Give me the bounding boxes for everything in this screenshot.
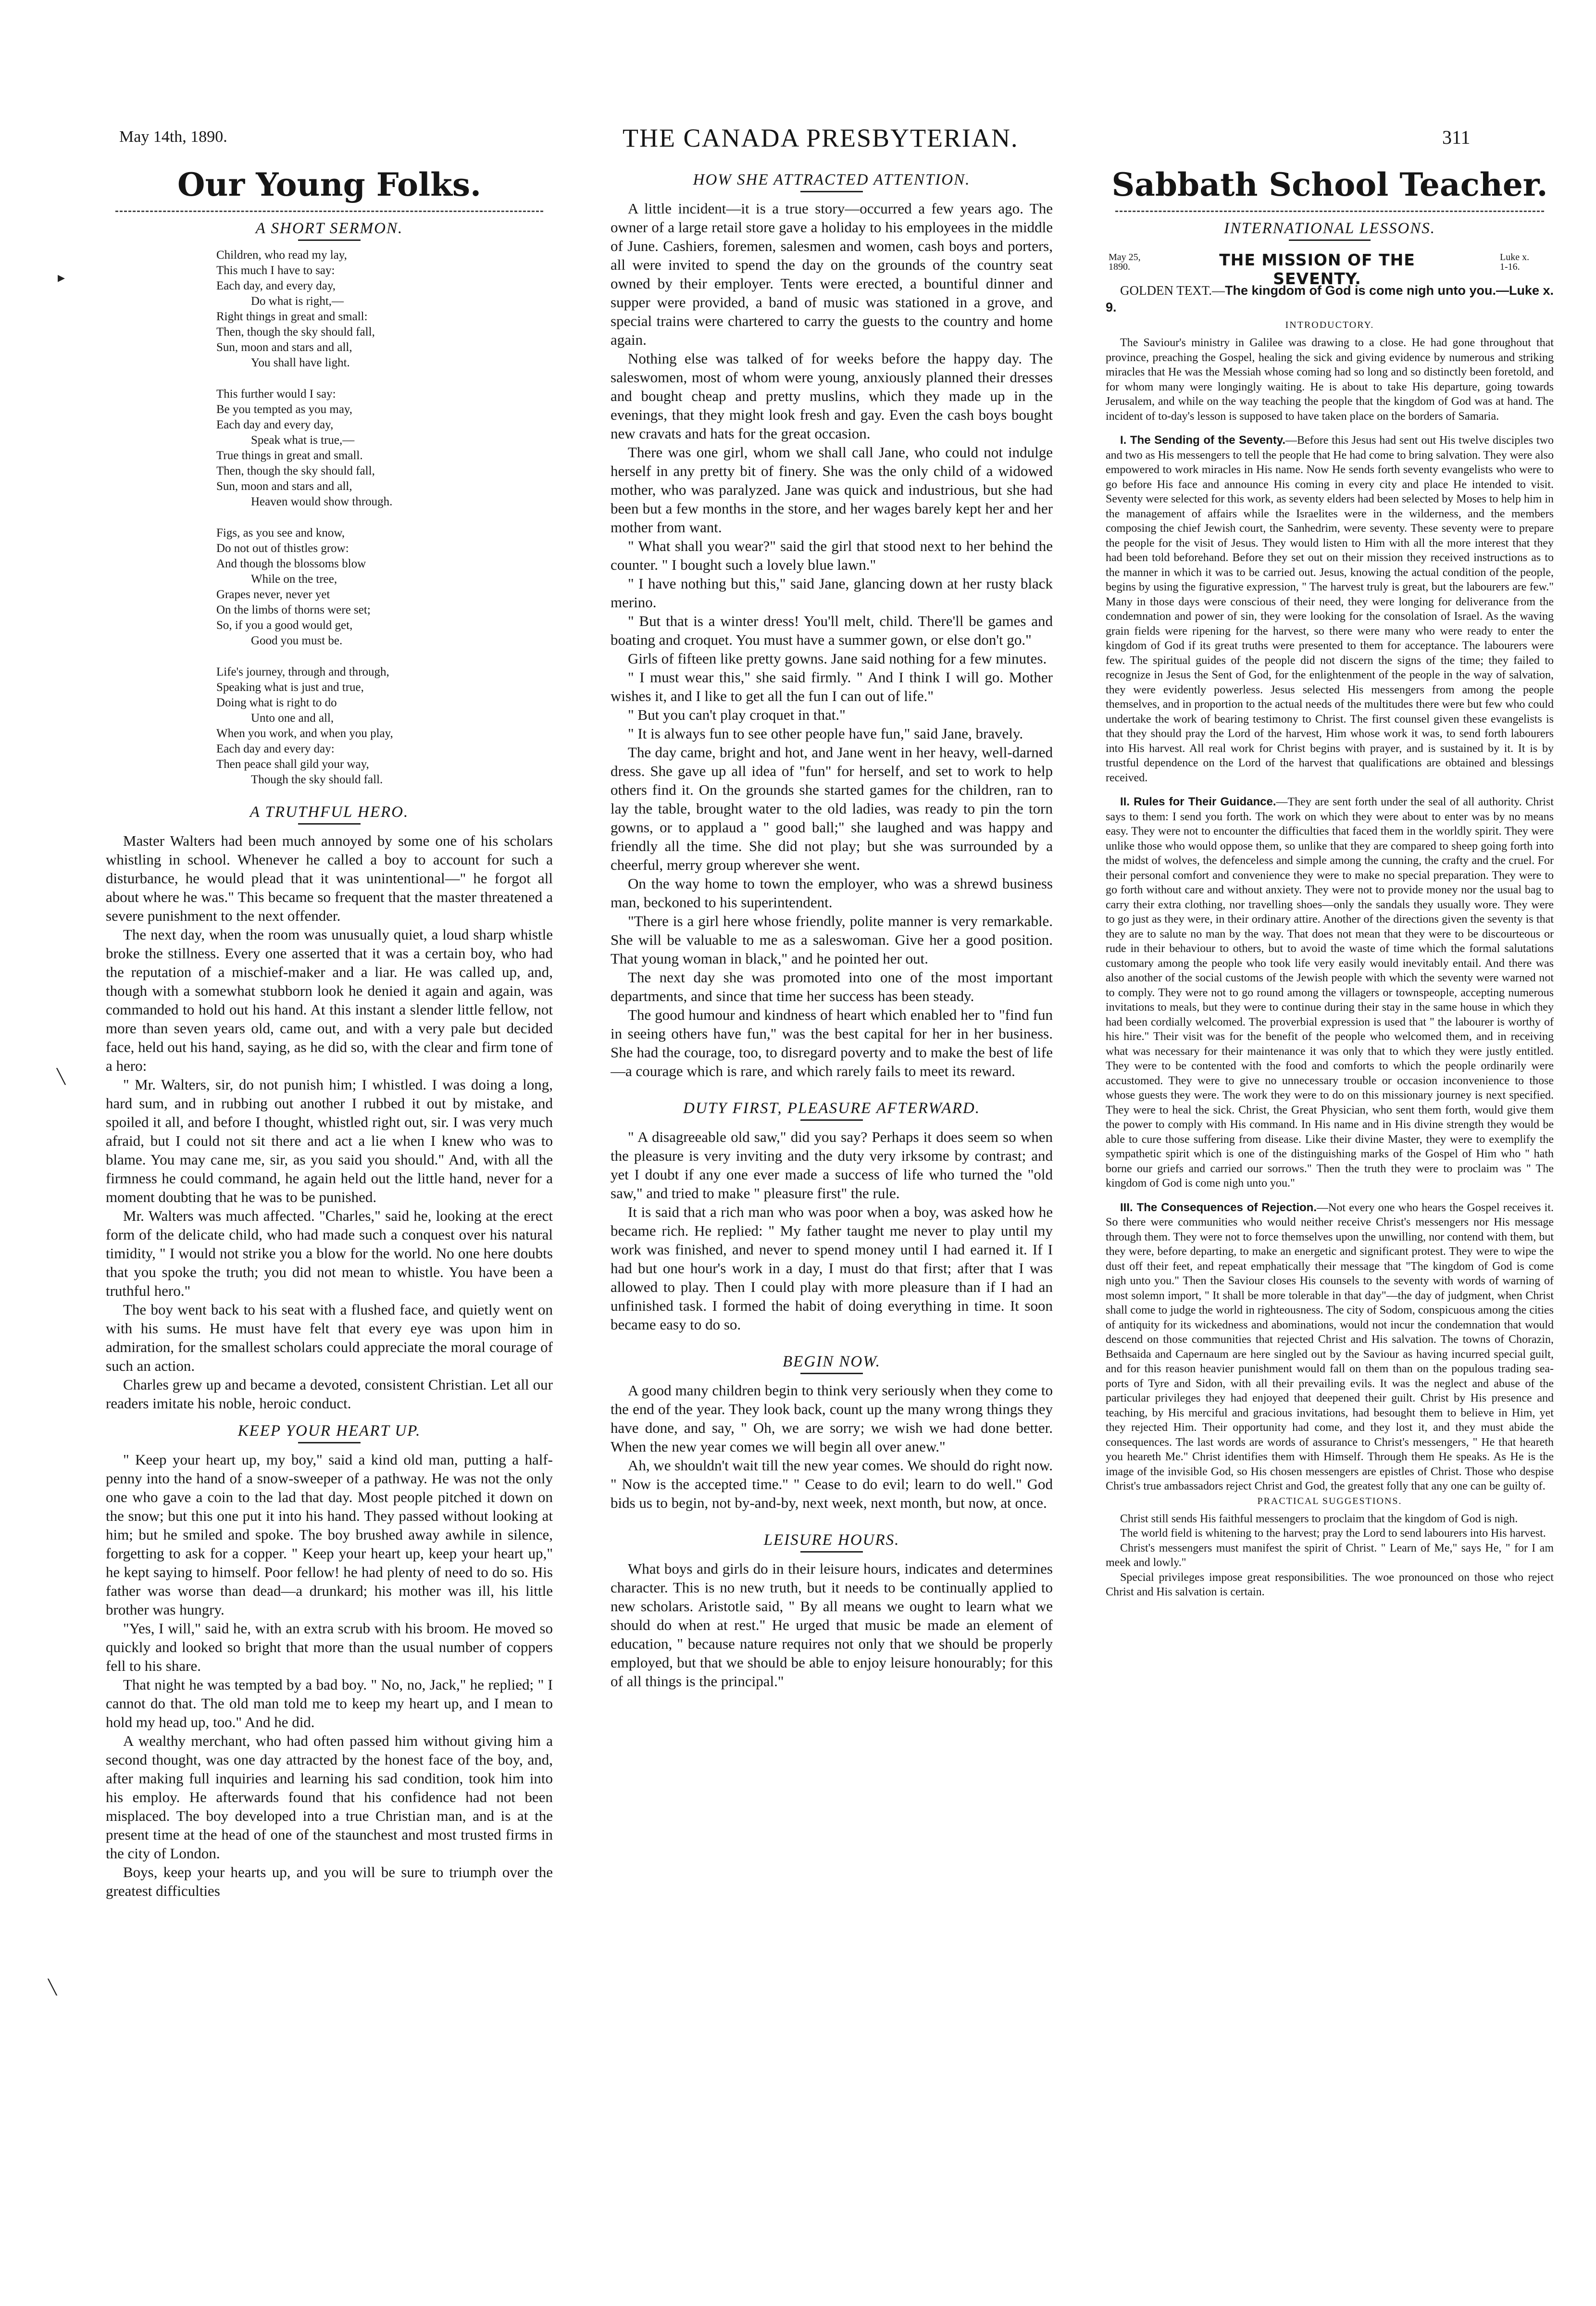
lesson-body bbox=[1106, 336, 1554, 1600]
paragraph: Boys, keep your hearts up, and you will be sure to triumph over the greatest difficulties bbox=[106, 1864, 553, 1899]
lesson-title: THE MISSION OF THE SEVENTY. bbox=[1219, 251, 1415, 288]
poem-line: Figs, as you see and know, bbox=[216, 526, 345, 539]
paragraph: " Mr. Walters, sir, do not punish him; I whistled. I was doing a long, hard sum, and in rubbing out another I rubbed it out by mistake, and spoiled it all, and before I thought, whistled right out, sir. I was very much afraid, but I could not sit there and act a lie when I knew who was to blame. You may cane me, sir, as you said you should." And, with all the firmness he could command, he again held out the little hand, never for a moment doubting that he was to be punished. bbox=[106, 1076, 553, 1205]
paragraph: "There is a girl here whose friendly, polite manner is very remarkable. She will be valuable to me as a saleswoman. Give her a good position. That young woman in black," and he pointed her out. bbox=[611, 913, 1053, 967]
section-title-sabbath-school: Sabbath School Teacher. bbox=[1111, 166, 1548, 203]
poem-line: This further would I say: bbox=[216, 388, 336, 401]
paragraph: There was one girl, whom we shall call Jane, who could not indulge herself in any pretty bit of finery. She was the only child of a widowed mother, who was paralyzed. Jane was quick and industrious, but she had been but a few months in the store, and her wages barely kept her and her mother from want. bbox=[611, 444, 1053, 536]
column-stories bbox=[611, 162, 1053, 2287]
practical-suggestion: Christ's messengers must manifest the spirit of Christ. " Learn of Me," says He, " for I am meek and lowly." bbox=[1106, 1542, 1554, 1569]
page-header bbox=[0, 126, 1596, 155]
golden-text-label: GOLDEN TEXT.— bbox=[1120, 283, 1225, 298]
margin-mark: ╲ bbox=[48, 1979, 57, 1996]
paragraph-introductory: The Saviour's ministry in Galilee was drawing to a close. He had gone throughout that province, preaching the Gospel, healing the sick and giving evidence by numerous and striking miracles that He was the Messiah whose coming had so long and so distinctly been foretold, and for whom many were longingly waiting. He is about to take His departure, going towards Jerusalem, and while on the way teaching the people that the kingdom of God was at hand. The incident of to-day's lesson is supposed to have taken place on the borders of Samaria. bbox=[1106, 337, 1554, 423]
poem-line: Each day and every day, bbox=[216, 418, 334, 431]
divider bbox=[115, 211, 543, 212]
paragraph: " I must wear this," she said firmly. " And I think I will go. Mother wishes it, and I like to get all the fun I can out of life." bbox=[611, 669, 1053, 704]
lesson-date-line: May 25, bbox=[1109, 252, 1141, 263]
spacer bbox=[611, 1080, 1053, 1100]
article-body-duty-first bbox=[611, 1128, 1053, 1334]
poem-line: Then peace shall gild your way, bbox=[216, 758, 369, 771]
poem-line: Grapes never, never yet bbox=[216, 588, 330, 601]
divider bbox=[800, 1373, 863, 1374]
spacer bbox=[106, 1413, 553, 1422]
poem-stanza bbox=[216, 526, 553, 649]
divider bbox=[800, 191, 863, 192]
poem-line: Unto one and all, bbox=[251, 712, 334, 725]
paragraph: That night he was tempted by a bad boy. " No, no, Jack," he replied; " I cannot do that. The old man told me to keep my heart up, and I mean to hold my head up, too." And he did. bbox=[106, 1676, 553, 1730]
article-title-truthful-hero: A TRUTHFUL HERO. bbox=[249, 803, 409, 821]
column-sabbath-school bbox=[1106, 162, 1554, 2287]
paragraph: " But you can't play croquet in that." bbox=[628, 706, 846, 723]
paragraph: A wealthy merchant, who had often passed him without giving him a second thought, was one day attracted by the honest face of the boy, and, after making full inquiries and learning his sad condition, took him into his employ. He afterwards found that his confidence had not been misplaced. The boy developed into a true Christian man, and is at the present time at the head of one of the staunchest and most trusted firms in the city of London. bbox=[106, 1732, 553, 1862]
lesson-ref-line: Luke x. bbox=[1500, 252, 1530, 263]
section-text: —They are sent forth under the seal of all authority. Christ says to them: I send you forth. The work on which they were about to enter was by no means easy. They were not to encounter the difficulties that faced them in the worldly spirit. They were unlike those who would oppose them, so unlike that they are compared to sheep going forth into the midst of wolves, the defenceless and simple among the cunning, the crafty and the cruel. For their personal comfort and convenience they were to make no special preparation. They were to go forth without care and without anxiety. They were not to provide money nor the usual bag to carry their extra clothing, nor travelling shoes—only the sandals they usually wore. They were to go just as they were, in their ordinary attire. Another of the directions given the seventy is that they are to salute no man by the way. That does not mean that they were to be discourteous or rude in their behaviour to others, but to avoid the waste of time which the formal salutations customary among the people who took life very easily would inevitably entail. And there was also another of the social customs of the Jewish people with which the seventy were warned not to comply. They were not to go round among the villagers or townspeople, accepting numerous invitations to meals, but they were to continue during their stay in the same house in which they had been cordially welcomed. The proverbial expression is used that " the labourer is worthy of his hire." Their visit was for the benefit of the people who welcomed them, and in receiving what was necessary for their maintenance it was only that to which they were justly entitled. They were to be contented with the food and comforts to which the people ordinarily were accustomed. They were to give no unnecessary trouble or occasion inconvenience to those whose guests they were. The work they were to do on this missionary journey is next specified. They were to heal the sick. Christ, the Great Physician, who sent them forth, would give them the power to comply with His command. In His name and in His divine strength they would be able to cure those suffering from disease. Like their divine Master, they were to exemplify the sympathetic spirit which is one of the distinguishing marks of the Gospel of Him who " hath borne our griefs and carried our sorrows." Then the truth they were to proclaim was " The kingdom of God is come nigh unto you." bbox=[1106, 796, 1554, 1190]
poem-stanza bbox=[216, 387, 553, 510]
paragraph-consequences bbox=[1106, 1201, 1554, 1494]
practical-label: PRACTICAL SUGGESTIONS. bbox=[1257, 1495, 1402, 1506]
lesson-scripture-ref bbox=[1500, 252, 1529, 272]
paragraph: The boy went back to his seat with a flushed face, and quietly went on with his sums. He must have felt that every eye was upon him in admiration, for the smallest scholars could appreciate the moral courage of such an action. bbox=[106, 1301, 553, 1374]
paragraph: " But that is a winter dress! You'll melt, child. There'll be games and boating and croquet. You must have a summer gown, or else don't go." bbox=[611, 613, 1053, 648]
poem-line: Each day and every day: bbox=[216, 742, 335, 755]
article-body-attracted-attention bbox=[611, 199, 1053, 1080]
poem-line: This much I have to say: bbox=[216, 264, 335, 277]
divider bbox=[298, 239, 361, 241]
divider bbox=[298, 823, 361, 825]
poem-line: While on the tree, bbox=[251, 573, 337, 586]
section-title-young-folks: Our Young Folks. bbox=[177, 166, 481, 203]
article-body-begin-now bbox=[611, 1381, 1053, 1512]
poem-stanza bbox=[216, 248, 553, 371]
poem-line: When you work, and when you play, bbox=[216, 727, 393, 740]
margin-mark: ▸ bbox=[58, 269, 65, 286]
poem-line: Sun, moon and stars and all, bbox=[216, 341, 352, 354]
section-heading: I. The Sending of the Seventy. bbox=[1120, 434, 1286, 447]
poem-line: Do not out of thistles grow: bbox=[216, 542, 349, 555]
paragraph: Girls of fifteen like pretty gowns. Jane said nothing for a few minutes. bbox=[628, 650, 1047, 667]
paragraph: Nothing else was talked of for weeks before the happy day. The saleswomen, most of whom were young, anxiously planned their dresses and bought cheap and pretty muslins, which they made up in the evenings, that they might look fresh and gay. Even the cash boys bought new cravats and hats for the great occasion. bbox=[611, 350, 1053, 442]
lesson-date bbox=[1109, 252, 1141, 272]
poem bbox=[216, 248, 553, 788]
paragraph: " A disagreeable old saw," did you say? Perhaps it does seem so when the pleasure is very inviting and the duty very irksome by contrast; and yet I doubt if any one ever made a success of life who turned the "old saw," and tried to make " pleasure first" the rule. bbox=[611, 1128, 1053, 1202]
practical-suggestion: Special privileges impose great responsibilities. The woe pronounced on those who reject Christ and His salvation is certain. bbox=[1106, 1571, 1554, 1598]
paragraph: It is said that a rich man who was poor when a boy, was asked how he became rich. He replied: " My father taught me never to play until my work was finished, and never to spend money until I had earned it. If I had but one hour's work in a day, I must do that first; after that I was allowed to play. Then I could play with more pleasure than if I had an unfinished task. I formed the habit of doing everything in time. It soon became easy to do so. bbox=[611, 1203, 1053, 1333]
article-title-leisure-hours: LEISURE HOURS. bbox=[763, 1531, 900, 1549]
paragraph: The good humour and kindness of heart which enabled her to "find fun in seeing others have fun," was the best capital for her in her business. She had the courage, too, to disregard poverty and to make the best of life—a courage which is rare, and which rarely fails to meet its reward. bbox=[611, 1006, 1053, 1079]
paragraph-rules bbox=[1106, 795, 1554, 1191]
poem-line: Do what is right,— bbox=[251, 295, 344, 308]
divider bbox=[1289, 239, 1371, 241]
paragraph: What boys and girls do in their leisure hours, indicates and determines character. This is no new truth, but it needs to be continually applied to new scholars. Aristotle said, " By all means we ought to learn what we should do when at rest." He urged that music be made an element of education, " because nature requires not only that we should be properly employed, but that we should be able to enjoy leisure honourably; for this of all things is the principal." bbox=[611, 1560, 1053, 1690]
section-text: —Before this Jesus had sent out His twelve disciples two and two as His messengers to tell the people that He had come to bring salvation. They were also empowered to work miracles in His name. Now He sends forth seventy evangelists who were to go before His face and announce His coming in every city and place He intended to visit. Seventy were selected for this work, as seventy elders had been selected by Moses to help him in the management of affairs while the Israelites were in the wilderness, and the members composing the chief Jewish court, the Sanhedrim, were seventy. These seventy were to prepare the people for the visit of Jesus. They would listen to Him with all the more interest that they had been told beforehand. Before they set out on their mission they received instructions as to the manner in which it was to be carried out. Jesus, knowing the actual condition of the people, begins by using the figurative expression, " The harvest truly is great, but the labourers are few." Many in those days were conscious of their need, they were longing for deliverance from the condemnation and power of sin, they were looking for the consolation of Israel. As the waving grain fields were ripening for the harvest, so there were many who were ready to enter the kingdom of God if its great truths were presented to them for acceptance. The labourers were few. The spiritual guides of the people did not discern the signs of the time; they failed to recognize in Jesus the Sent of God, for the enlightenment of the people in the way of salvation, they were evidently powerless. Jesus selected His messengers from among the people themselves, and in proportion to the actual needs of the multitudes there were but few who could undertake the work of bearing testimony to Christ. The first counsel given these evangelists is that they should pray the Lord of the harvest, Him whose work it was, to send forth labourers into His harvest. All real work for Christ begins with prayer, and is sustained by it. It is by trustful dependence on the Lord of the harvest that qualifications are obtained and blessings received. bbox=[1106, 434, 1554, 784]
paragraph: " What shall you wear?" said the girl that stood next to her behind the counter. " I bought such a lovely blue lawn." bbox=[611, 538, 1053, 573]
paragraph: On the way home to town the employer, who was a shrewd business man, beckoned to his superintendent. bbox=[611, 875, 1053, 911]
divider bbox=[800, 1551, 863, 1553]
issue-date: May 14th, 1890. bbox=[119, 128, 227, 146]
paragraph: Master Walters had been much annoyed by some one of his scholars whistling in school. Whenever he called a boy to account for such a disturbance, he would plead that it was unintentional—" he forgot all about where he was." This became so frequent that the master threatened a severe punishment to the next offender. bbox=[106, 832, 553, 924]
subtitle-international-lessons: INTERNATIONAL LESSONS. bbox=[1223, 220, 1436, 237]
spacer bbox=[1106, 785, 1554, 795]
paragraph: Mr. Walters was much affected. "Charles," said he, looking at the erect form of the delicate child, who had made such a conquest over his natural timidity, " I would not strike you a blow for the world. No one here doubts that you spoke the truth; you did not mean to whistle. You have been a truthful hero." bbox=[106, 1207, 553, 1299]
section-heading: III. The Consequences of Rejection. bbox=[1120, 1201, 1317, 1214]
article-title-keep-heart-up: KEEP YOUR HEART UP. bbox=[237, 1422, 421, 1440]
paragraph: " Keep your heart up, my boy," said a kind old man, putting a half-penny into the hand of a snow-sweeper of a pathway. He was not the only one who gave a coin to the lad that day. Most people pitched it down on the snow; but this one put it into his hand. They passed without looking at him; but he smiled and spoke. The boy brushed away awhile in silence, forgetting to ask for a copper. " Keep your heart up, keep your heart up," he kept saying to himself. Poor fellow! he had plenty of need to do so. His father was worse than dead—a drunkard; his mother was ill, his little brother was hungry. bbox=[106, 1451, 553, 1618]
poem-line: True things in great and small. bbox=[216, 449, 363, 462]
spacer bbox=[611, 1512, 1053, 1531]
column-young-folks bbox=[106, 162, 553, 2287]
divider bbox=[298, 1442, 361, 1443]
practical-suggestion: The world field is whitening to the harvest; pray the Lord to send labourers into His harvest. bbox=[1120, 1527, 1546, 1540]
poem-line: Each day, and every day, bbox=[216, 279, 336, 292]
paragraph: "Yes, I will," said he, with an extra scrub with his broom. He moved so quickly and looked so bright that more than the usual number of coppers fell to his share. bbox=[106, 1620, 553, 1674]
paragraph: Charles grew up and became a devoted, consistent Christian. Let all our readers imitate his noble, heroic conduct. bbox=[106, 1376, 553, 1412]
article-title-begin-now: BEGIN NOW. bbox=[783, 1353, 881, 1370]
poem-line: On the limbs of thorns were set; bbox=[216, 603, 371, 616]
poem-line: Heaven would show through. bbox=[251, 495, 393, 508]
poem-line: Though the sky should fall. bbox=[251, 773, 383, 786]
intro-label: INTRODUCTORY. bbox=[1285, 320, 1374, 330]
poem-line: Speak what is true,— bbox=[251, 434, 355, 447]
paragraph: The next day she was promoted into one of the most important departments, and since that time her success has been steady. bbox=[611, 969, 1053, 1004]
poem-line: Doing what is right to do bbox=[216, 696, 337, 709]
poem-line: So, if you a good would get, bbox=[216, 619, 353, 632]
poem-stanza bbox=[216, 664, 553, 788]
divider bbox=[1115, 211, 1544, 212]
article-body-keep-heart-up bbox=[106, 1450, 553, 1900]
paragraph: " It is always fun to see other people have fun," said Jane, bravely. bbox=[628, 725, 1023, 742]
paragraph: A little incident—it is a true story—occurred a few years ago. The owner of a large retail store gave a holiday to his employees in the middle of June. Cashiers, foremen, salesmen and women, cash boys and porters, all were invited to spend the day on the grounds of the country seat owned by their employer. Tents were erected, a bountiful dinner and supper were provided, a band of music was stationed in a grove, and special trains were chartered to carry the guests to the country and home again. bbox=[611, 200, 1053, 348]
poem-line: Sun, moon and stars and all, bbox=[216, 480, 352, 493]
paragraph: " I have nothing but this," said Jane, glancing down at her rusty black merino. bbox=[611, 575, 1053, 611]
poem-line: Right things in great and small: bbox=[216, 310, 368, 323]
poem-line: Good you must be. bbox=[251, 634, 343, 647]
poem-line: Speaking what is just and true, bbox=[216, 681, 364, 694]
spacer bbox=[611, 1334, 1053, 1353]
article-title-duty-first: DUTY FIRST, PLEASURE AFTERWARD. bbox=[683, 1100, 980, 1117]
masthead: THE CANADA PRESBYTERIAN. bbox=[623, 124, 1019, 152]
section-heading: II. Rules for Their Guidance. bbox=[1120, 795, 1276, 808]
lesson-heading bbox=[1106, 248, 1554, 288]
paragraph: Ah, we shouldn't wait till the new year comes. We should do right now. " Now is the accepted time." " Cease to do evil; learn to do well." God bids us to begin, not by-and-by, next week, next month, but now, at once. bbox=[611, 1457, 1053, 1511]
poem-line: Then, though the sky should fall, bbox=[216, 326, 375, 338]
poem-line: Children, who read my lay, bbox=[216, 249, 347, 262]
margin-mark: ╲ bbox=[57, 1068, 66, 1085]
golden-text-body: The kingdom of God is come nigh unto you.—Luke x. 9. bbox=[1106, 283, 1554, 314]
poem-line: Then, though the sky should fall, bbox=[216, 464, 375, 477]
article-title-short-sermon: A SHORT SERMON. bbox=[255, 220, 403, 237]
paragraph: The day came, bright and hot, and Jane went in her heavy, well-darned dress. She gave up all idea of "fun" for herself, and set to work to help others find it. On the grounds she started games for the children, ran to lay the table, brought water to the old ladies, was ready to pin the torn gowns, or to applaud a " good ball;" she laughed and was happy and friendly all the time. She did not play; but she was surrounded by a cheerful, merry group wherever she went. bbox=[611, 744, 1053, 873]
practical-suggestion: Christ still sends His faithful messengers to proclaim that the kingdom of God is nigh. bbox=[1120, 1512, 1518, 1525]
article-body-leisure-hours bbox=[611, 1559, 1053, 1691]
spacer bbox=[1106, 424, 1554, 433]
article-title-attracted-attention: HOW SHE ATTRACTED ATTENTION. bbox=[693, 171, 971, 188]
lesson-date-line: 1890. bbox=[1109, 262, 1130, 272]
poem-line: Life's journey, through and through, bbox=[216, 665, 389, 678]
spacer bbox=[1106, 1191, 1554, 1201]
article-body-truthful-hero bbox=[106, 831, 553, 1413]
page-number: 311 bbox=[1442, 126, 1471, 148]
lesson-ref-line: 1-16. bbox=[1500, 262, 1520, 272]
paragraph: The next day, when the room was unusually quiet, a loud sharp whistle broke the stillness. Every one asserted that it was a certain boy, who had the reputation of a mischief-maker and a liar. He was called up, and, though with a somewhat stubborn look he denied it again and again, was commanded to hold out his hand. At this instant a slender little fellow, not more than seven years old, came out, and with a very pale but decided face, held out his hand, saying, as he did so, with the clear and firm tone of a hero: bbox=[106, 926, 553, 1074]
divider bbox=[800, 1119, 863, 1121]
paragraph: A good many children begin to think very seriously when they come to the end of the year. They look back, count up the many wrong things they have done, and say, " Oh, we are sorry; we wish we had done better. When the new year comes we will begin all over anew." bbox=[611, 1382, 1053, 1455]
poem-line: And though the blossoms blow bbox=[216, 557, 366, 570]
poem-line: Be you tempted as you may, bbox=[216, 403, 353, 416]
poem-line: You shall have light. bbox=[251, 356, 350, 369]
section-text: —Not every one who hears the Gospel receives it. So there were communities who would neither receive Christ's messengers nor His message through them. They were not to force themselves upon the unwilling, nor contend with them, but they were, before departing, to make an energetic and significant protest. They were to wipe the dust off their feet, and repeat emphatically their message that "The kingdom of God is come nigh unto you." Then the Saviour closes His counsels to the seventy with words of warning of most solemn import, " It shall be more tolerable in that day"—the day of judgment, when Christ shall come to judge the world in righteousness. The city of Sodom, conspicuous among the cities of antiquity for its wickedness and abominations, would not incur the condemnation that would descend on those communities that rejected Christ and His salvation. The towns of Chorazin, Bethsaida and Capernaum are here singled out by the Saviour as having incurred special guilt, and for this reason heavier punishment would fall on them than on the populous trading sea-ports of Tyre and Sidon, with all their prevailing evils. It was the neglect and abuse of the particular privileges they had enjoyed that deepened their guilt. Christ by His presence and teaching, by His merciful and gracious invitations, had besought them to believe in Him, yet they rejected Him. Their opportunity had come, and they lost it, and they must abide the consequences. The last words are words of assurance to Christ's messengers, " He that heareth you heareth Me." Christ identifies them with Himself. Through them He speaks. As He is the image of the invisible God, so His chosen messengers are epistles of Christ. Those who despise Christ's true ambassadors reject Christ and God, the greatest folly that any one can be guilty of. bbox=[1106, 1201, 1554, 1492]
paragraph-sending bbox=[1106, 433, 1554, 785]
